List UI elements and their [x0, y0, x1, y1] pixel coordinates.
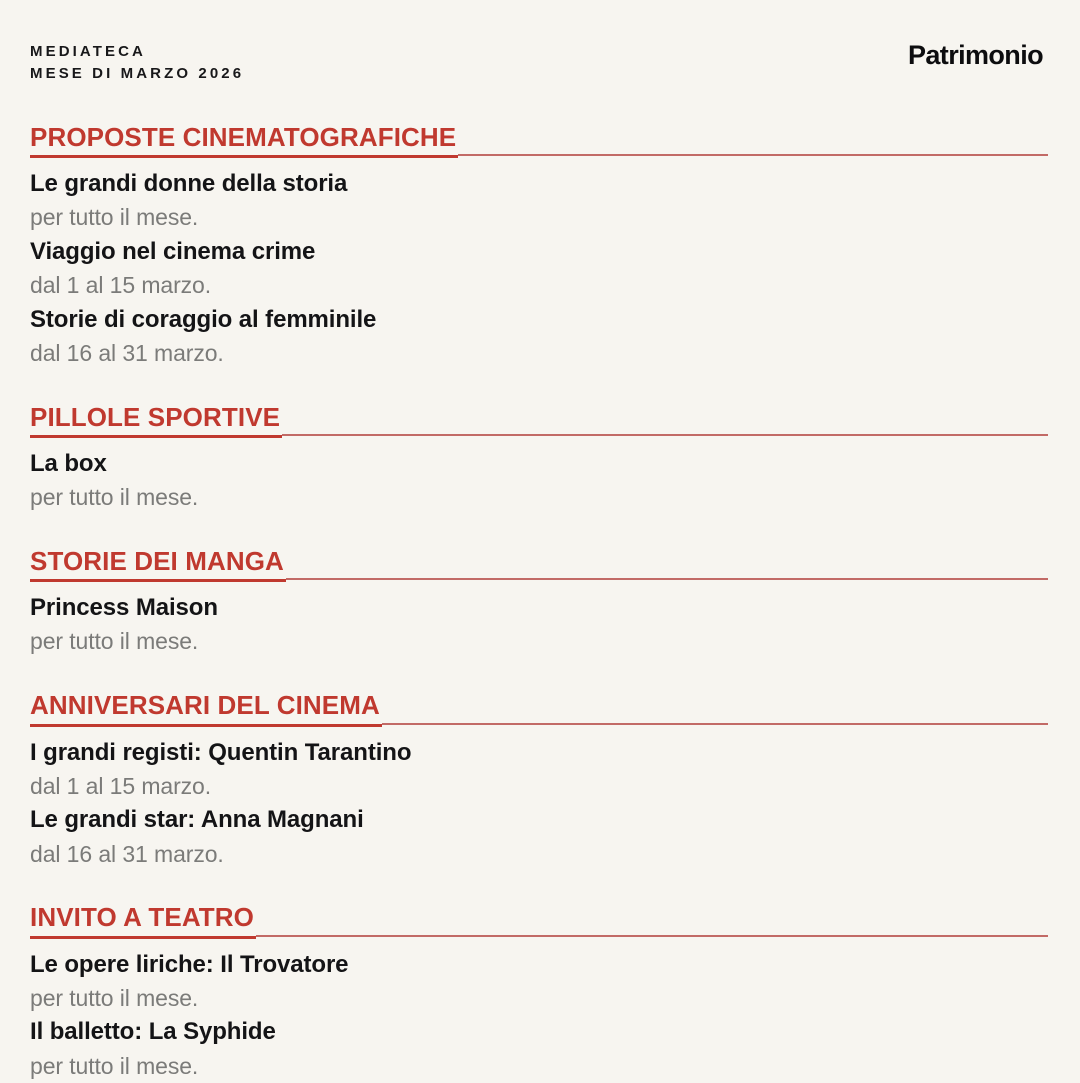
kicker-line-institution: MEDIATECA	[30, 43, 146, 60]
program-entry	[30, 447, 1048, 515]
entry-period: per tutto il mese.	[30, 1052, 199, 1079]
section-title: STORIE DEI MANGA	[30, 548, 286, 582]
program-entry	[30, 803, 1048, 871]
entry-period: dal 16 al 31 marzo.	[30, 840, 224, 867]
section-divider-rule	[382, 723, 1048, 725]
program-entry	[30, 235, 1048, 303]
entry-period: dal 1 al 15 marzo.	[30, 772, 212, 799]
program-entry	[30, 736, 1048, 804]
program-section	[30, 692, 1048, 871]
program-entry	[30, 948, 1048, 1016]
section-title: PROPOSTE CINEMATOGRAFICHE	[30, 124, 458, 158]
section-title: ANNIVERSARI DEL CINEMA	[30, 692, 382, 726]
entry-period: dal 16 al 31 marzo.	[30, 340, 224, 367]
kicker-line-period: MESE DI MARZO 2026	[30, 65, 245, 82]
entry-title: Il balletto: La Syphide	[30, 1018, 276, 1046]
entry-period: dal 1 al 15 marzo.	[30, 272, 212, 299]
program-section	[30, 401, 1048, 515]
poster-header	[30, 40, 1048, 102]
section-list	[30, 124, 1048, 1083]
program-section	[30, 548, 1048, 659]
entry-title: Le grandi donne della storia	[30, 170, 348, 198]
section-heading-row	[30, 548, 1048, 582]
entry-period: per tutto il mese.	[30, 204, 199, 231]
section-divider-rule	[286, 578, 1048, 580]
program-entry	[30, 1015, 1048, 1083]
program-entry	[30, 303, 1048, 371]
section-heading-row	[30, 401, 1048, 438]
program-entry	[30, 167, 1048, 235]
entry-period: per tutto il mese.	[30, 628, 199, 655]
section-heading-row	[30, 904, 1048, 938]
entry-title: La box	[30, 450, 107, 478]
section-heading-row	[30, 124, 1048, 158]
section-title: INVITO A TEATRO	[30, 904, 256, 938]
entry-title: Le grandi star: Anna Magnani	[30, 806, 364, 834]
header-kicker-block	[30, 40, 244, 81]
program-section	[30, 124, 1048, 371]
section-divider-rule	[256, 935, 1048, 937]
section-title: PILLOLE SPORTIVE	[30, 404, 282, 438]
entry-title: I grandi registi: Quentin Tarantino	[30, 738, 412, 766]
program-section	[30, 904, 1048, 1083]
section-divider-rule	[458, 154, 1048, 156]
entry-period: per tutto il mese.	[30, 984, 199, 1011]
entry-title: Le opere liriche: Il Trovatore	[30, 950, 349, 978]
brand-logo: Patrimonio	[907, 40, 1043, 70]
entry-title: Storie di coraggio al femminile	[30, 306, 377, 334]
section-heading-row	[30, 692, 1048, 726]
entry-title: Princess Maison	[30, 594, 218, 622]
entry-period: per tutto il mese.	[30, 484, 199, 511]
entry-title: Viaggio nel cinema crime	[30, 238, 316, 266]
program-entry	[30, 591, 1048, 659]
section-divider-rule	[282, 434, 1048, 436]
